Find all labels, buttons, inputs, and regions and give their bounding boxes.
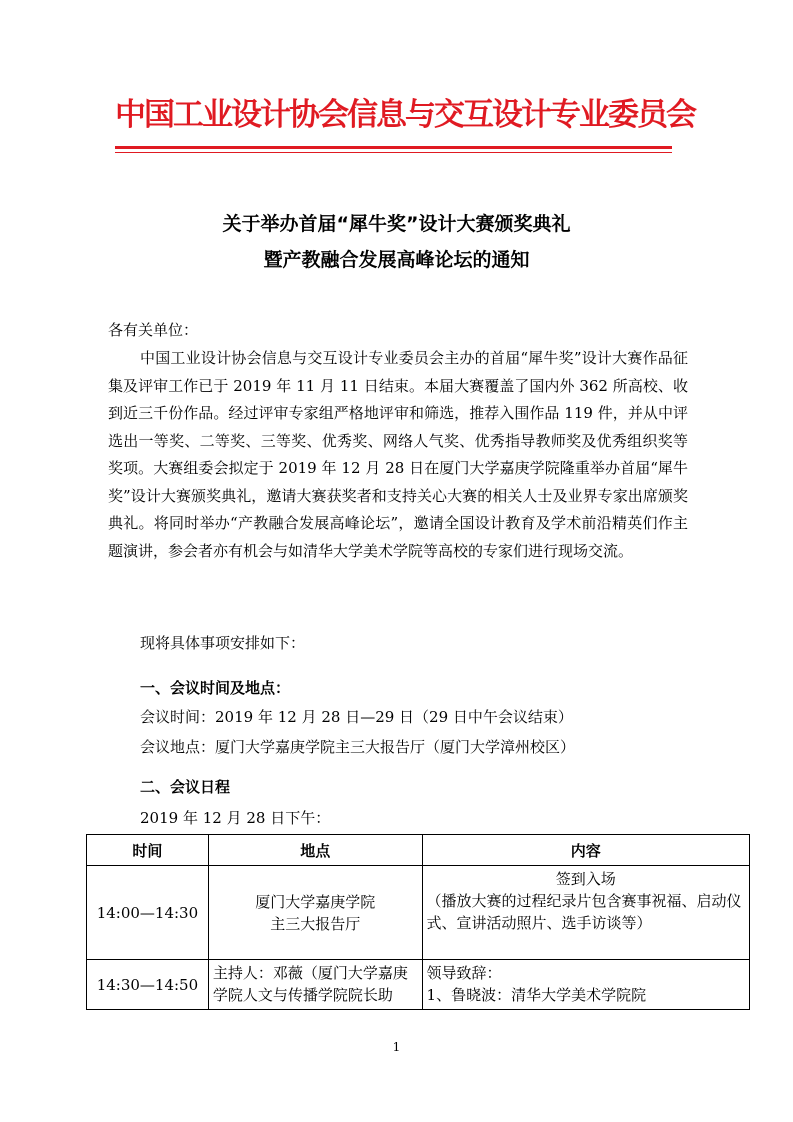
col-header-place: 地点 [208,835,422,866]
cell-content [422,960,749,1010]
intro-paragraph: 中国工业设计协会信息与交互设计专业委员会主办的首届“犀牛奖”设计大赛作品征集及评审工作已于 2019 年 11 月 11 日结束。本届大赛覆盖了国内外 362 所高校、收到近三千份作品。经过评审专家组严格地评审和筛选，推荐入围作品 119 件，并从中评选出一等奖、二等奖、三等奖、优秀奖、网络人气奖、优秀指导教师奖及优秀组织奖等奖项。大赛组委会拟定于 2019 年 12 月 28 日在厦门大学嘉庚学院隆重举办首届“犀牛奖”设计大赛颁奖典礼，邀请大赛获奖者和支持关心大赛的相关人士及业界专家出席颁奖典礼。将同时举办“产教融合发展高峰论坛”，邀请全国设计教育及学术前沿精英们作主题演讲，参会者亦有机会与如清华大学美术学院等高校的专家们进行现场交流。 [108,349,688,560]
col-header-time: 时间 [87,835,209,866]
schedule-date: 2019 年 12 月 28 日下午： [140,809,331,827]
meeting-time: 会议时间：2019 年 12 月 28 日—29 日（29 日中午会议结束） [140,708,573,726]
table-row [87,866,750,960]
arrangement-intro: 现将具体事项安排如下： [140,634,306,652]
salutation: 各有关单位： [108,321,199,339]
schedule-table [86,834,750,1010]
header-rule-thick [115,146,672,149]
content-detail: （播放大赛的过程纪录片包含赛事祝福、启动仪式、宣讲活动照片、选手访谈等） [426,892,742,932]
col-header-content: 内容 [422,835,749,866]
section-heading-time-place: 一、会议时间及地点： [140,679,291,697]
cell-content [422,866,749,960]
cell-place: 主持人：邓薇（厦门大学嘉庚学院人文与传播学院院长助 [208,960,422,1010]
header-rule-thin [115,152,672,153]
table-header-row [87,835,750,866]
cell-place: 厦门大学嘉庚学院 主三大报告厅 [208,866,422,960]
page-number: 1 [392,1040,401,1054]
content-title: 领导致辞： [426,964,502,982]
section-heading-schedule: 二、会议日程 [140,778,231,796]
doc-title-line1: 关于举办首届“犀牛奖”设计大赛颁奖典礼 [222,213,571,235]
table-row [87,960,750,1010]
meeting-place: 会议地点：厦门大学嘉庚学院主三大报告厅（厦门大学漳州校区） [140,738,576,756]
org-header: 中国工业设计协会信息与交互设计专业委员会 [115,97,695,133]
doc-title-line2: 暨产教融合发展高峰论坛的通知 [263,249,530,271]
cell-time: 14:00—14:30 [87,866,209,960]
cell-time: 14:30—14:50 [87,960,209,1010]
content-title: 签到入场 [555,870,616,888]
content-detail: 1、鲁晓波：清华大学美术学院院 [426,986,647,1004]
